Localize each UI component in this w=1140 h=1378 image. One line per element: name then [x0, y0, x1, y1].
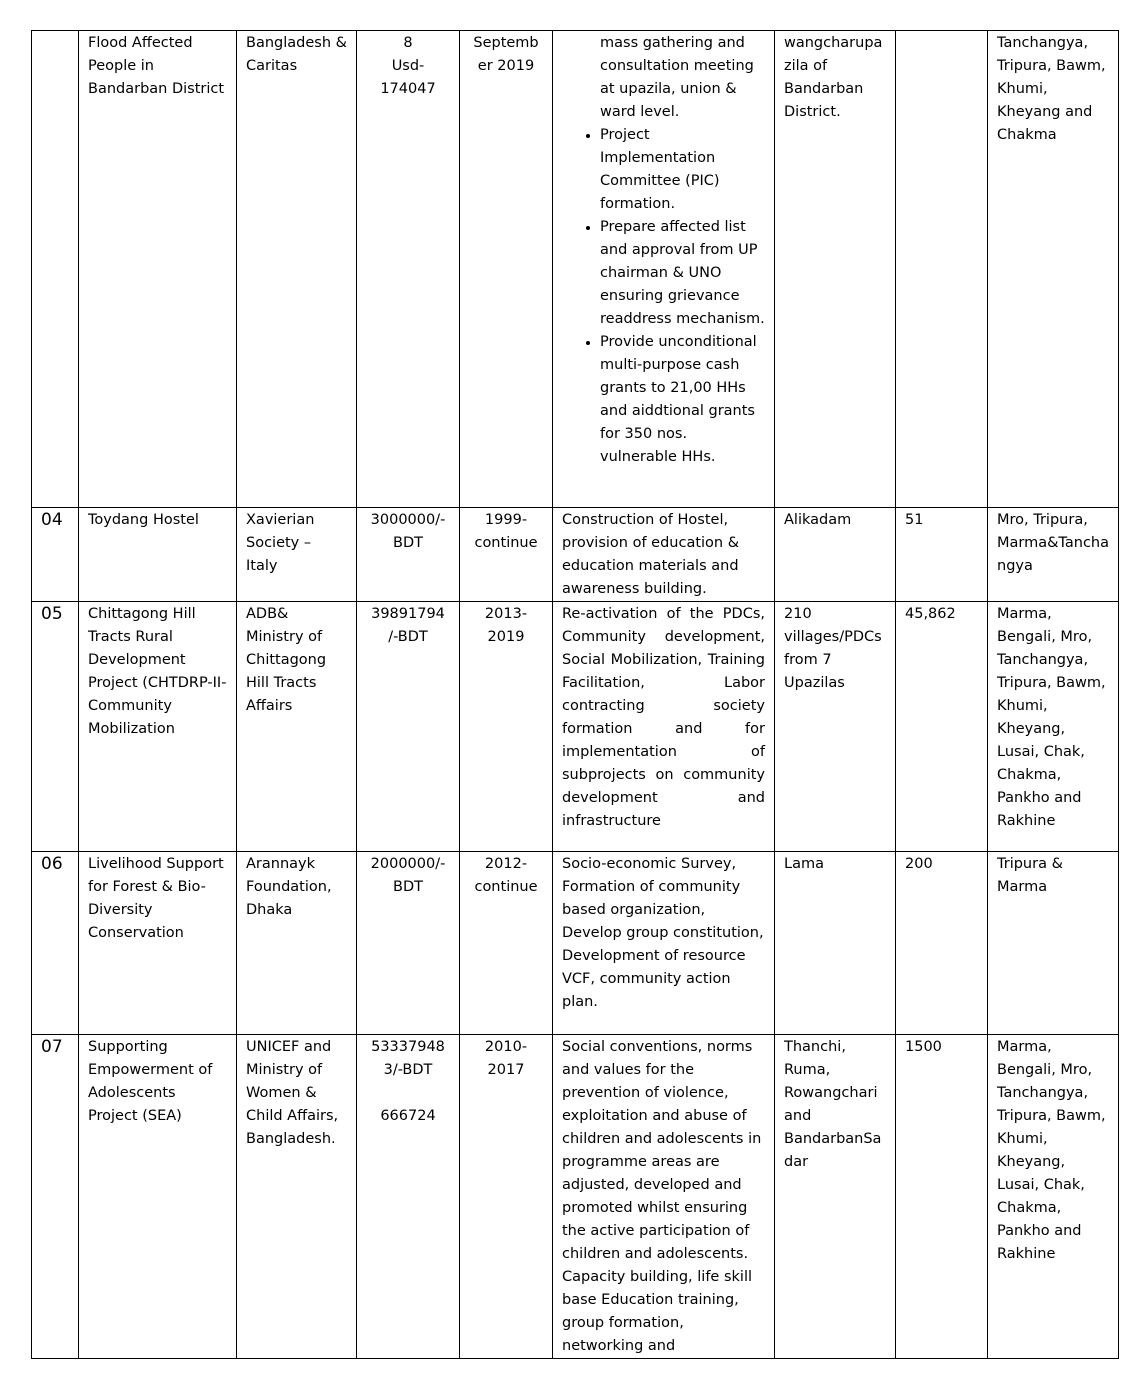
- list-item: • Provide unconditional multi-purpose cash grants to 21,00 HHs and aiddtional grants for 350 nos. vulnerable HHs.: [600, 331, 765, 469]
- activities: Social conventions, norms and values for the prevention of violence, exploitation and abuse of children and adolescents in programme areas are adjusted, developed and promoted whilst ensuring the active participation of children and adolescents. Capacity building, life skill base Education training, group formation, networking and: [553, 1035, 775, 1359]
- donor: ADB& Ministry of Chittagong Hill Tracts Affairs: [237, 602, 357, 852]
- duration: September 2019: [460, 31, 553, 508]
- beneficiaries: 200: [896, 852, 988, 1035]
- list-item: • Prepare affected list and approval from UP chairman & UNO ensuring grievance readdress mechanism.: [600, 216, 765, 331]
- row-number: [32, 31, 79, 508]
- activities: Socio-economic Survey, Formation of community based organization, Develop group constitution, Development of resource VCF, community action plan.: [553, 852, 775, 1035]
- project-name: Supporting Empowerment of Adolescents Project (SEA): [79, 1035, 237, 1359]
- list-item: • Project Implementation Committee (PIC) formation.: [600, 124, 765, 216]
- table-row: [32, 31, 1119, 508]
- working-area: wangcharupazila of Bandarban District.: [775, 31, 896, 508]
- row-number: 07: [32, 1035, 79, 1359]
- activities: Re-activation of the PDCs, Community development, Social Mobilization, Training Facilitation, Labor contracting society formation and for implementation of subprojects on community development and infrastructure: [553, 602, 775, 852]
- ethnic-groups: Tripura & Marma: [988, 852, 1119, 1035]
- budget: 3000000/- BDT: [357, 508, 460, 602]
- duration: 2013- 2019: [460, 602, 553, 852]
- project-name: Livelihood Support for Forest & Bio-Diversity Conservation: [79, 852, 237, 1035]
- beneficiaries: 1500: [896, 1035, 988, 1359]
- budget: 39891794 /-BDT: [357, 602, 460, 852]
- project-name: Toydang Hostel: [79, 508, 237, 602]
- ethnic-groups: Marma, Bengali, Mro, Tanchangya, Tripura, Bawm, Khumi, Kheyang, Lusai, Chak, Chakma, Pankho and Rakhine: [988, 1035, 1119, 1359]
- activities-list: [562, 124, 765, 469]
- project-name: Chittagong Hill Tracts Rural Development Project (CHTDRP-II-Community Mobilization: [79, 602, 237, 852]
- row-number: 06: [32, 852, 79, 1035]
- projects-table: [31, 30, 1119, 1359]
- budget: 2000000/- BDT: [357, 852, 460, 1035]
- activities: [553, 31, 775, 508]
- donor: UNICEF and Ministry of Women & Child Affairs, Bangladesh.: [237, 1035, 357, 1359]
- activities: Construction of Hostel, provision of education & education materials and awareness building.: [553, 508, 775, 602]
- row-number: 04: [32, 508, 79, 602]
- donor: Bangladesh & Caritas: [237, 31, 357, 508]
- table-row: [32, 1035, 1119, 1359]
- row-number: 05: [32, 602, 79, 852]
- duration: 2012- continue: [460, 852, 553, 1035]
- working-area: Alikadam: [775, 508, 896, 602]
- project-name: Flood Affected People in Bandarban District: [79, 31, 237, 508]
- donor: Xavierian Society – Italy: [237, 508, 357, 602]
- duration: 1999- continue: [460, 508, 553, 602]
- activities-text: mass gathering and consultation meeting at upazila, union & ward level.: [600, 35, 754, 120]
- beneficiaries: [896, 31, 988, 508]
- working-area: Lama: [775, 852, 896, 1035]
- ethnic-groups: Tanchangya, Tripura, Bawm, Khumi, Kheyang and Chakma: [988, 31, 1119, 508]
- working-area: 210 villages/PDCs from 7 Upazilas: [775, 602, 896, 852]
- donor: Arannayk Foundation, Dhaka: [237, 852, 357, 1035]
- working-area: Thanchi, Ruma, Rowangchari and BandarbanSadar: [775, 1035, 896, 1359]
- beneficiaries: 45,862: [896, 602, 988, 852]
- budget: 8 Usd- 174047: [357, 31, 460, 508]
- table-row: [32, 852, 1119, 1035]
- table-row: [32, 508, 1119, 602]
- table-row: [32, 602, 1119, 852]
- ethnic-groups: Marma, Bengali, Mro, Tanchangya, Tripura, Bawm, Khumi, Kheyang, Lusai, Chak, Chakma, Pankho and Rakhine: [988, 602, 1119, 852]
- budget: 53337948 3/-BDT 666724: [357, 1035, 460, 1359]
- ethnic-groups: Mro, Tripura, Marma&Tanchangya: [988, 508, 1119, 602]
- duration: 2010- 2017: [460, 1035, 553, 1359]
- beneficiaries: 51: [896, 508, 988, 602]
